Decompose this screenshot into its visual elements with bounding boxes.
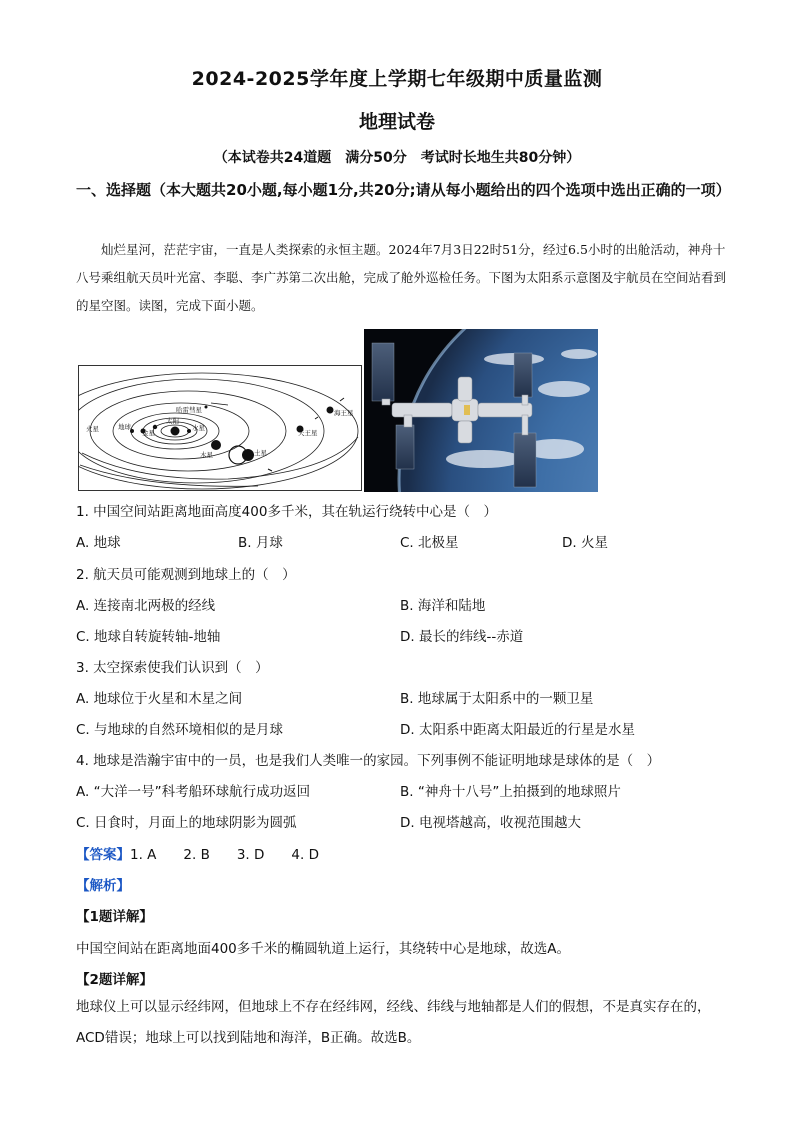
earth-label: 地球 xyxy=(118,423,131,431)
q1-option-a: A. 地球 xyxy=(76,535,121,551)
q3-option-a: A. 地球位于火星和木星之间 xyxy=(76,691,243,707)
intro-paragraph: 灿烂星河，茫茫宇宙，一直是人类探索的永恒主题。2024年7月3日22时51分，经过6.5小时的出舱活动，神舟十八号乘组航天员叶光富、李聪、李广苏第二次出舱，完成了舱外巡检任务。下图为太阳系示意图及宇航员在空间站看到的星空图。读图，完成下面小题。 xyxy=(76,242,727,313)
answer-label: 【答案】 xyxy=(76,847,130,863)
neptune-label: 海王星 xyxy=(334,409,354,417)
question-1-stem: 1. 中国空间站距离地面高度400多千米，其在轨运行绕转中心是（ ） xyxy=(76,504,497,520)
saturn-label: 土星 xyxy=(254,449,267,457)
exam-title: 2024-2025学年度上学期七年级期中质量监测 xyxy=(191,68,603,90)
q4-option-b: B. “神舟十八号”上拍摄到的地球照片 xyxy=(400,784,621,800)
q4-option-a: A. “大洋一号”科考船环球航行成功返回 xyxy=(76,784,311,800)
analysis-label: 【解析】 xyxy=(76,878,130,894)
q1-analysis-text: 中国空间站在距离地面400多千米的椭圆轨道上运行，其绕转中心是地球，故选A。 xyxy=(76,941,571,957)
exam-subject: 地理试卷 xyxy=(358,111,435,133)
jupiter-label: 木星 xyxy=(200,451,213,459)
q2-option-b: B. 海洋和陆地 xyxy=(400,598,486,614)
venus-label: 金星 xyxy=(142,429,155,437)
q2-option-a: A. 连接南北两极的经线 xyxy=(76,598,216,614)
answer-text: 1. A 2. B 3. D 4. D xyxy=(130,847,319,863)
answer-row xyxy=(76,843,319,863)
q3-option-b: B. 地球属于太阳系中的一颗卫星 xyxy=(400,691,594,707)
q2-analysis-heading: 【2题详解】 xyxy=(76,972,153,988)
q1-option-d: D. 火星 xyxy=(562,535,608,551)
solar-system-diagram xyxy=(78,365,362,491)
question-4-stem: 4. 地球是浩瀚宇宙中的一员，也是我们人类唯一的家园。下列事例不能证明地球是球体的是（ ） xyxy=(76,753,661,769)
question-2-stem: 2. 航天员可能观测到地球上的（ ） xyxy=(76,567,296,583)
q3-option-d: D. 太阳系中距离太阳最近的行星是水星 xyxy=(400,722,635,738)
section-heading: 一、选择题（本大题共20小题,每小题1分,共20分;请从每小题给出的四个选项中选出正确的一项） xyxy=(76,181,731,199)
q1-option-c: C. 北极星 xyxy=(400,535,459,551)
question-3-stem: 3. 太空探索使我们认识到（ ） xyxy=(76,660,269,676)
sun-label: 太阳 xyxy=(166,417,179,425)
mars-label: 火星 xyxy=(86,425,99,433)
sun-icon xyxy=(171,427,180,436)
q2-option-d: D. 最长的纬线--赤道 xyxy=(400,629,524,645)
q4-option-c: C. 日食时，月面上的地球阴影为圆弧 xyxy=(76,815,297,831)
space-station-photo xyxy=(364,329,598,492)
exam-info: （本试卷共24道题 满分50分 考试时长地生共80分钟） xyxy=(213,150,581,166)
q2-analysis-text: 地球仪上可以显示经纬网，但地球上不存在经纬网，经线、纬线与地轴都是人们的假想，不是真实存在的，ACD错误；地球上可以找到陆地和海洋，B正确。故选B。 xyxy=(76,999,711,1046)
q2-option-c: C. 地球自转旋转轴-地轴 xyxy=(76,629,221,645)
q4-option-d: D. 电视塔越高，收视范围越大 xyxy=(400,815,581,831)
q1-analysis-heading: 【1题详解】 xyxy=(76,909,153,925)
q3-option-c: C. 与地球的自然环境相似的是月球 xyxy=(76,722,284,738)
uranus-label: 天王星 xyxy=(298,429,318,437)
mercury-label: 水星 xyxy=(192,424,205,432)
q1-option-b: B. 月球 xyxy=(238,535,283,551)
comet-label: 哈雷彗星 xyxy=(176,406,202,414)
